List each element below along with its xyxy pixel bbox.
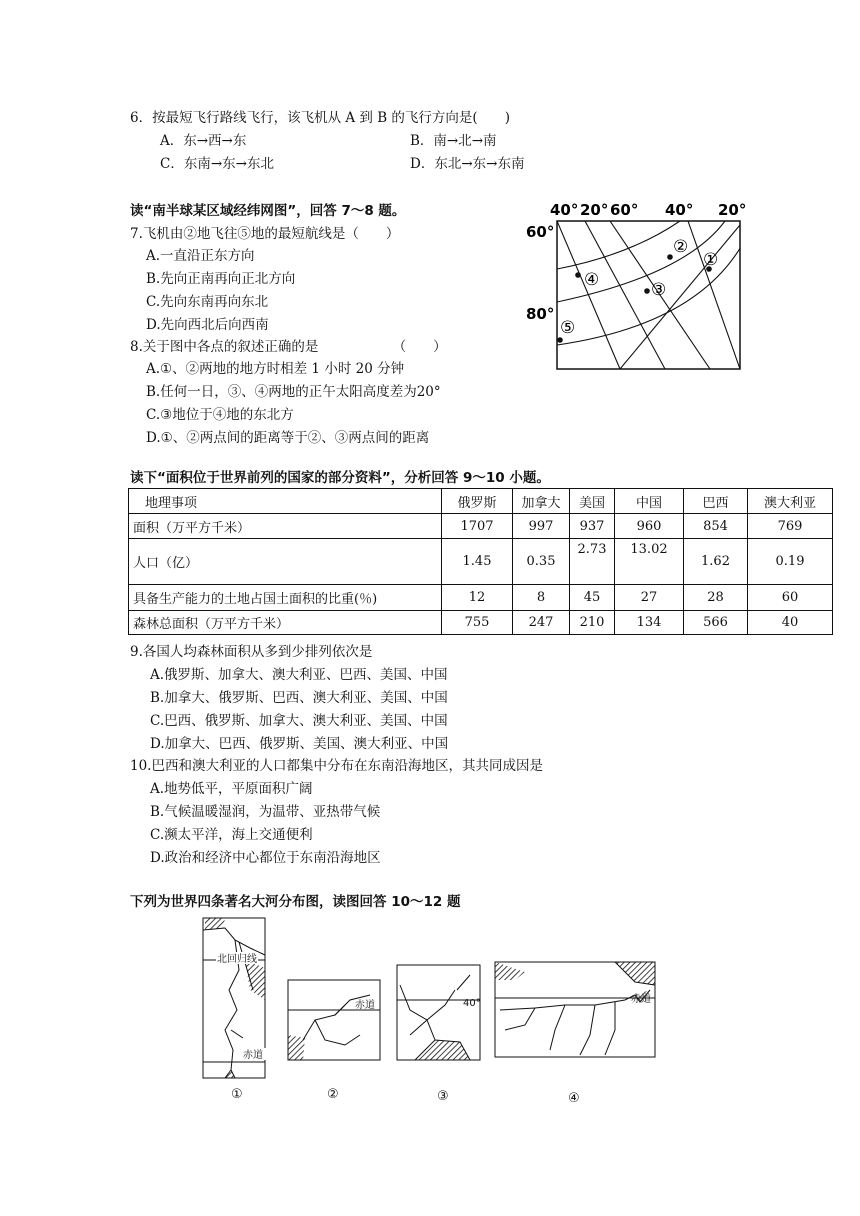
- q8-option-b: B.任何一日，③、④两地的正午太阳高度差为20°: [146, 384, 441, 400]
- caption-2: ②: [327, 1087, 339, 1102]
- table-header-cell: 加拿大: [513, 489, 570, 514]
- q9-option-c: C.巴西、俄罗斯、加拿大、澳大利亚、美国、中国: [150, 713, 448, 729]
- top-label-5: 20°: [718, 201, 747, 219]
- q8-option-d: D.①、②两点间的距离等于②、③两点间的距离: [146, 430, 430, 446]
- table-header-cell: 中国: [615, 489, 684, 514]
- river-map-4: [495, 962, 655, 1057]
- table-header-cell: 巴西: [684, 489, 748, 514]
- table-header-cell: 美国: [570, 489, 615, 514]
- river-map-2: [288, 980, 380, 1060]
- section-9-10-title: 读下“面积位于世界前列的国家的部分资料”，分析回答 9～10 小题。: [130, 470, 550, 486]
- q6-option-a: A．东→西→东: [160, 133, 247, 149]
- table-cell: 1.45: [442, 539, 513, 585]
- table-row: [129, 514, 833, 539]
- table-cell: 997: [513, 514, 570, 539]
- section-7-8-title: 读“南半球某区域经纬网图”，回答 7～8 题。: [130, 203, 406, 219]
- q7-option-a: A.一直沿正东方向: [146, 248, 255, 264]
- q9-option-d: D.加拿大、巴西、俄罗斯、美国、澳大利亚、中国: [150, 736, 449, 752]
- q8-stem: 8.关于图中各点的叙述正确的是 （ ）: [130, 339, 447, 355]
- q7-option-d: D.先向西北后向西南: [146, 317, 269, 333]
- point-2-dot: [667, 254, 673, 260]
- q6-option-c: C．东南→东→东北: [160, 156, 274, 172]
- q7-option-c: C.先向东南再向东北: [146, 294, 269, 310]
- table-cell: 森林总面积（万平方千米）: [129, 611, 442, 635]
- point-4-label: ④: [584, 270, 600, 290]
- q10-option-d: D.政治和经济中心都位于东南沿海地区: [150, 850, 381, 866]
- top-label-2: 20°: [580, 201, 609, 219]
- table-cell: 1707: [442, 514, 513, 539]
- table-cell: 2.73: [570, 539, 615, 585]
- q7-option-b: B.先向正南再向正北方向: [146, 271, 296, 287]
- table-cell: 1.62: [684, 539, 748, 585]
- caption-1: ①: [231, 1087, 243, 1102]
- section-10-12-title: 下列为世界四条著名大河分布图，读图回答 10～12 题: [130, 894, 461, 910]
- table-header-cell: 澳大利亚: [748, 489, 833, 514]
- table-cell: 面积（万平方千米）: [129, 514, 442, 539]
- equator-label-map1: 赤道: [243, 1050, 263, 1061]
- table-cell: 12: [442, 585, 513, 611]
- point-1-label: ①: [703, 250, 719, 270]
- table-cell: 755: [442, 611, 513, 635]
- table-cell: 0.35: [513, 539, 570, 585]
- tropic-label: 北回归线: [217, 954, 257, 965]
- table-cell: 769: [748, 514, 833, 539]
- table-cell: 854: [684, 514, 748, 539]
- q6-stem: 6．按最短飞行路线飞行，该飞机从 A 到 B 的飞行方向是( ): [130, 110, 510, 126]
- table-cell: 人口（亿）: [129, 539, 442, 585]
- top-label-1: 40°: [550, 201, 579, 219]
- table-cell: 566: [684, 611, 748, 635]
- table-header-cell: 地理事项: [129, 489, 442, 514]
- q9-option-a: A.俄罗斯、加拿大、澳大利亚、巴西、美国、中国: [150, 667, 448, 683]
- table-cell: 具备生产能力的土地占国土面积的比重(％): [129, 585, 442, 611]
- q6-option-b: B．南→北→南: [410, 133, 497, 149]
- meridian-1: [557, 221, 620, 369]
- left-label-80: 80°: [526, 305, 555, 323]
- table-cell: 13.02: [615, 539, 684, 585]
- point-4-dot: [575, 272, 581, 278]
- table-cell: 247: [513, 611, 570, 635]
- parallel-arc-2: [557, 221, 725, 302]
- left-label-60: 60°: [526, 223, 555, 241]
- equator-label-map4: 赤道: [631, 994, 651, 1005]
- country-data-table: [128, 488, 833, 635]
- q6-option-d: D．东北→东→东南: [410, 156, 525, 172]
- q8-option-c: C.③地位于④地的东北方: [146, 407, 294, 423]
- q10-option-c: C.濒太平洋，海上交通便利: [150, 827, 313, 843]
- table-cell: 0.19: [748, 539, 833, 585]
- point-5-dot: [557, 337, 563, 343]
- top-label-3: 60°: [610, 201, 639, 219]
- point-5-label: ⑤: [560, 318, 576, 338]
- caption-4: ④: [568, 1091, 580, 1106]
- lat40-label: 40°: [463, 998, 481, 1009]
- table-cell: 134: [615, 611, 684, 635]
- table-cell: 28: [684, 585, 748, 611]
- parallel-arc-1: [557, 221, 680, 269]
- table-row: [129, 539, 833, 585]
- point-3-dot: [644, 288, 650, 294]
- point-2-label: ②: [673, 237, 689, 257]
- point-3-label: ③: [651, 280, 667, 300]
- q9-stem: 9.各国人均森林面积从多到少排列依次是: [130, 644, 373, 660]
- table-header-cell: 俄罗斯: [442, 489, 513, 514]
- table-cell: 210: [570, 611, 615, 635]
- table-cell: 27: [615, 585, 684, 611]
- river-map-3: [397, 965, 480, 1060]
- table-cell: 60: [748, 585, 833, 611]
- top-label-4: 40°: [665, 201, 694, 219]
- table-row: [129, 585, 833, 611]
- q9-option-b: B.加拿大、俄罗斯、巴西、澳大利亚、美国、中国: [150, 690, 448, 706]
- q8-option-a: A.①、②两地的地方时相差 1 小时 20 分钟: [146, 361, 405, 377]
- table-cell: 40: [748, 611, 833, 635]
- q7-stem: 7.飞机由②地飞往⑤地的最短航线是（ ）: [130, 226, 400, 242]
- q10-option-b: B.气候温暖湿润，为温带、亚热带气候: [150, 804, 381, 820]
- four-rivers-maps: [195, 910, 665, 1110]
- caption-3: ③: [437, 1089, 449, 1104]
- q10-option-a: A.地势低平，平原面积广阔: [150, 781, 313, 797]
- table-header-row: [129, 489, 833, 514]
- equator-label-map2: 赤道: [355, 1000, 375, 1011]
- table-cell: 937: [570, 514, 615, 539]
- table-cell: 8: [513, 585, 570, 611]
- map-frame: [557, 221, 740, 369]
- q10-stem: 10.巴西和澳大利亚的人口都集中分布在东南沿海地区，其共同成因是: [130, 758, 543, 774]
- southern-hemisphere-graticule-map: [520, 195, 760, 375]
- table-cell: 960: [615, 514, 684, 539]
- table-row: [129, 611, 833, 635]
- table-cell: 45: [570, 585, 615, 611]
